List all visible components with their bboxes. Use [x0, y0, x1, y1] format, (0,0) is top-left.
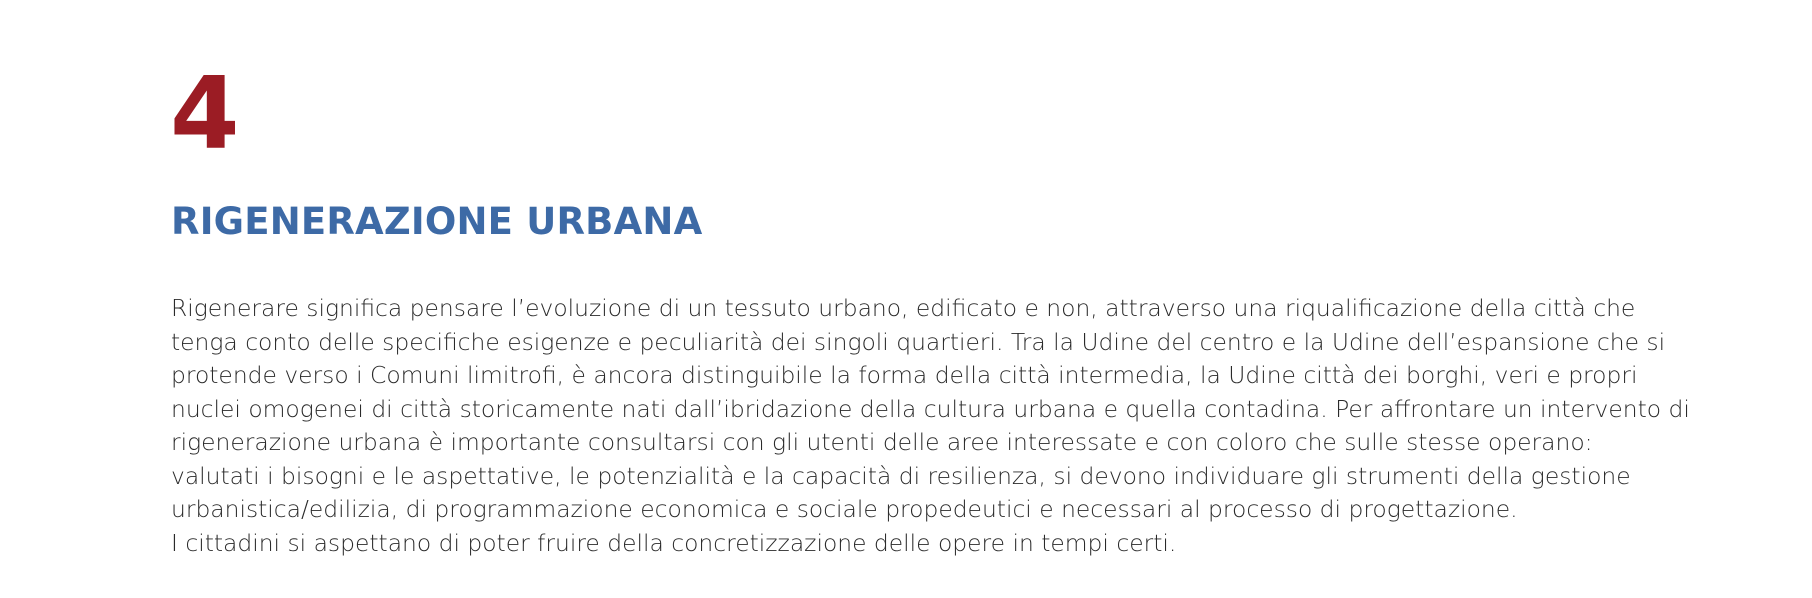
section-title: RIGENERAZIONE URBANA: [171, 200, 703, 243]
paragraph-line: protende verso i Comuni limitrofi, è ancora distinguibile la forma della città intermedia, la Udine città dei borghi, veri e propri: [171, 361, 1638, 389]
paragraph-line: nuclei omogenei di città storicamente nati dall’ibridazione della cultura urbana e quella contadina. Per affrontare un intervento di: [171, 394, 1690, 423]
paragraph-line: urbanistica/edilizia, di programmazione economica e sociale propedeutici e necessari al processo di progettazione.: [171, 495, 1518, 523]
section-number: 4: [170, 55, 240, 172]
paragraph-line: Rigenerare significa pensare l’evoluzione di un tessuto urbano, edificato e non, attraverso una riqualificazione della città che: [171, 294, 1636, 322]
body-paragraph: [171, 292, 1690, 560]
paragraph-line: valutati i bisogni e le aspettative, le potenzialità e la capacità di resilienza, si devono individuare gli strumenti della gestione: [171, 461, 1631, 490]
paragraph-line: rigenerazione urbana è importante consultarsi con gli utenti delle aree interessate e con coloro che sulle stesse operano:: [171, 428, 1593, 456]
paragraph-line: tenga conto delle specifiche esigenze e peculiarità dei singoli quartieri. Tra la Udine del centro e la Udine dell’espansione che si: [171, 327, 1666, 356]
paragraph-line: I cittadini si aspettano di poter fruire della concretizzazione delle opere in tempi certi.: [171, 528, 1177, 557]
